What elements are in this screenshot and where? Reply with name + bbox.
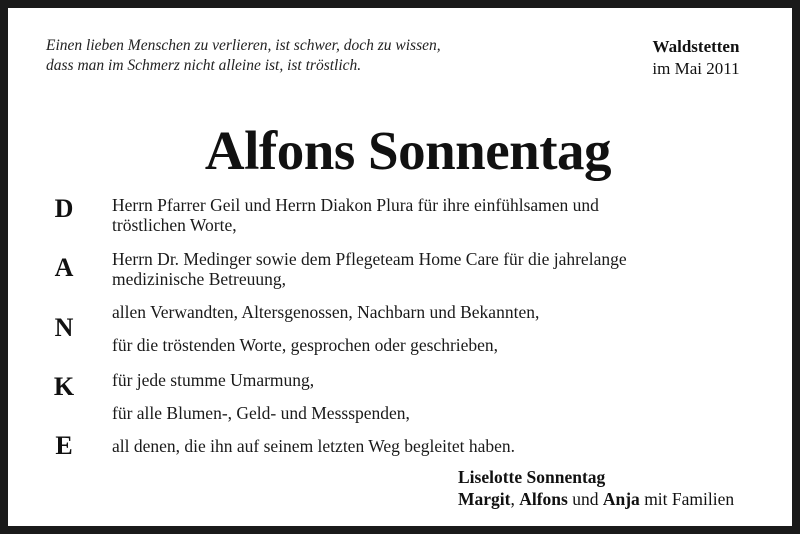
thanks-line: Herrn Dr. Medinger sowie dem Pflegeteam Home Care für die jahrelange — [112, 249, 627, 269]
thanks-line: für die tröstenden Worte, gesprochen oder geschrieben, — [112, 335, 499, 355]
condolence-quote — [46, 36, 566, 76]
signature-line-1: Liselotte Sonnentag — [458, 467, 606, 487]
danke-letter-a: A — [54, 253, 74, 282]
signature-name: Alfons — [519, 489, 568, 509]
danke-letter-e: E — [55, 431, 73, 460]
quote-line: dass man im Schmerz nicht alleine ist, ist tröstlich. — [46, 57, 362, 74]
thanks-line: all denen, die ihn auf seinem letzten Weg begleitet haben. — [112, 436, 516, 456]
thanks-line: medizinische Betreuung, — [112, 269, 286, 289]
place-date — [636, 36, 756, 80]
quote-line: Einen lieben Menschen zu verlieren, ist schwer, doch zu wissen, — [46, 37, 441, 54]
signature-name: Margit — [458, 489, 511, 509]
town-name: Waldstetten — [652, 37, 740, 56]
thanks-line: für alle Blumen-, Geld- und Messspenden, — [112, 403, 410, 423]
danke-letter-d: D — [54, 194, 74, 223]
thanks-line: tröstlichen Worte, — [112, 215, 237, 235]
thanks-line: allen Verwandten, Altersgenossen, Nachbarn und Bekannten, — [112, 302, 540, 322]
danke-letter-n: N — [54, 313, 74, 342]
signature-conjunction: und — [567, 489, 603, 509]
signature-line-2 — [458, 488, 778, 510]
danke-letter-k: K — [53, 372, 75, 401]
thanks-line: für jede stumme Umarmung, — [112, 370, 315, 390]
signature-suffix: mit Familien — [639, 489, 735, 509]
signature-separator: , — [510, 489, 520, 509]
signature-name: Anja — [602, 489, 640, 509]
thanks-line: Herrn Pfarrer Geil und Herrn Diakon Plura für ihre einfühlsamen und — [112, 195, 599, 215]
signature-block — [458, 466, 778, 510]
date-text: im Mai 2011 — [652, 59, 740, 78]
deceased-name: Alfons Sonnentag — [204, 120, 612, 181]
